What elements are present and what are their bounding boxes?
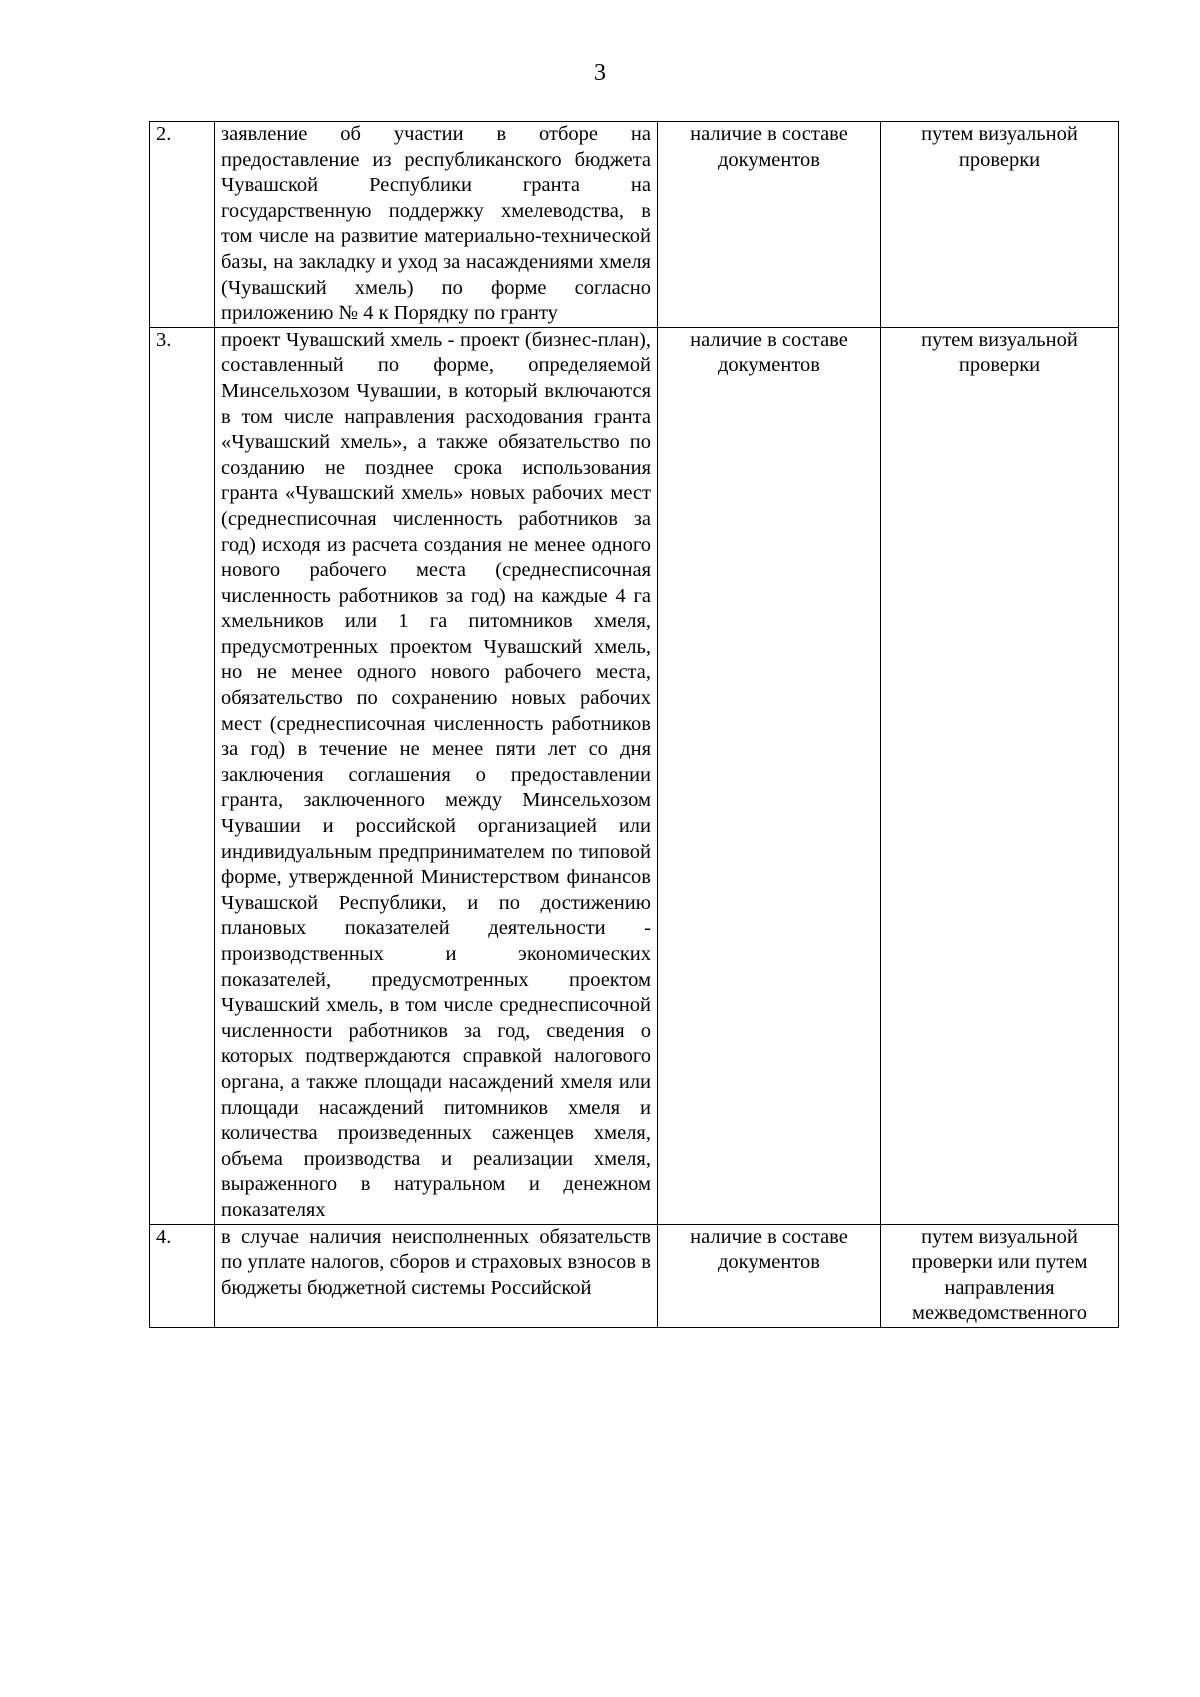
row-condition: наличие в составе документов [658,1224,881,1327]
table-row [150,1224,1119,1327]
row-description: в случае наличия неисполненных обязательств по уплате налогов, сборов и страховых взносов в бюджеты бюджетной системы Российской [215,1224,658,1327]
row-method: путем визуальной проверки [881,122,1119,328]
table-row [150,327,1119,1224]
page-number: 3 [594,60,606,86]
table-row [150,122,1119,328]
row-description: проект Чувашский хмель - проект (бизнес-план), составленный по форме, определяемой Минсельхозом Чувашии, в который включаются в том числе направления расходования гранта «Чувашский хмель», а также обязательство по созданию не позднее срока использования гранта «Чувашский хмель» новых рабочих мест (среднесписочная численность работников за год) исходя из расчета создания не менее одного нового рабочего места (среднесписочная численность работников за год) на каждые 4 га хмельников или 1 га питомников хмеля, предусмотренных проектом Чувашский хмель, но не менее одного нового рабочего места, обязательство по сохранению новых рабочих мест (среднесписочная численность работников за год) в течение не менее пяти лет со дня заключения соглашения о предоставлении гранта, заключенного между Минсельхозом Чувашии и российской организацией или индивидуальным предпринимателем по типовой форме, утвержденной Министерством финансов Чувашской Республики, и по достижению плановых показателей деятельности - производственных и экономических показателей, предусмотренных проектом Чувашский хмель, в том числе среднесписочной численности работников за год, сведения о которых подтверждаются справкой налогового органа, а также площади насаждений хмеля или площади насаждений питомников хмеля и количества произведенных саженцев хмеля, объема производства и реализации хмеля, выраженного в натуральном и денежном показателях [215,327,658,1224]
row-condition: наличие в составе документов [658,122,881,328]
requirements-table [149,121,1119,1328]
row-condition: наличие в составе документов [658,327,881,1224]
row-number: 3. [150,327,215,1224]
row-method: путем визуальной проверки или путем направления межведомственного [881,1224,1119,1327]
row-method: путем визуальной проверки [881,327,1119,1224]
row-description: заявление об участии в отборе на предоставление из республиканского бюджета Чувашской Республики гранта на государственную поддержку хмелеводства, в том числе на развитие материально-технической базы, на закладку и уход за насаждениями хмеля (Чувашский хмель) по форме согласно приложению № 4 к Порядку по гранту [215,122,658,328]
row-number: 4. [150,1224,215,1327]
row-number: 2. [150,122,215,328]
